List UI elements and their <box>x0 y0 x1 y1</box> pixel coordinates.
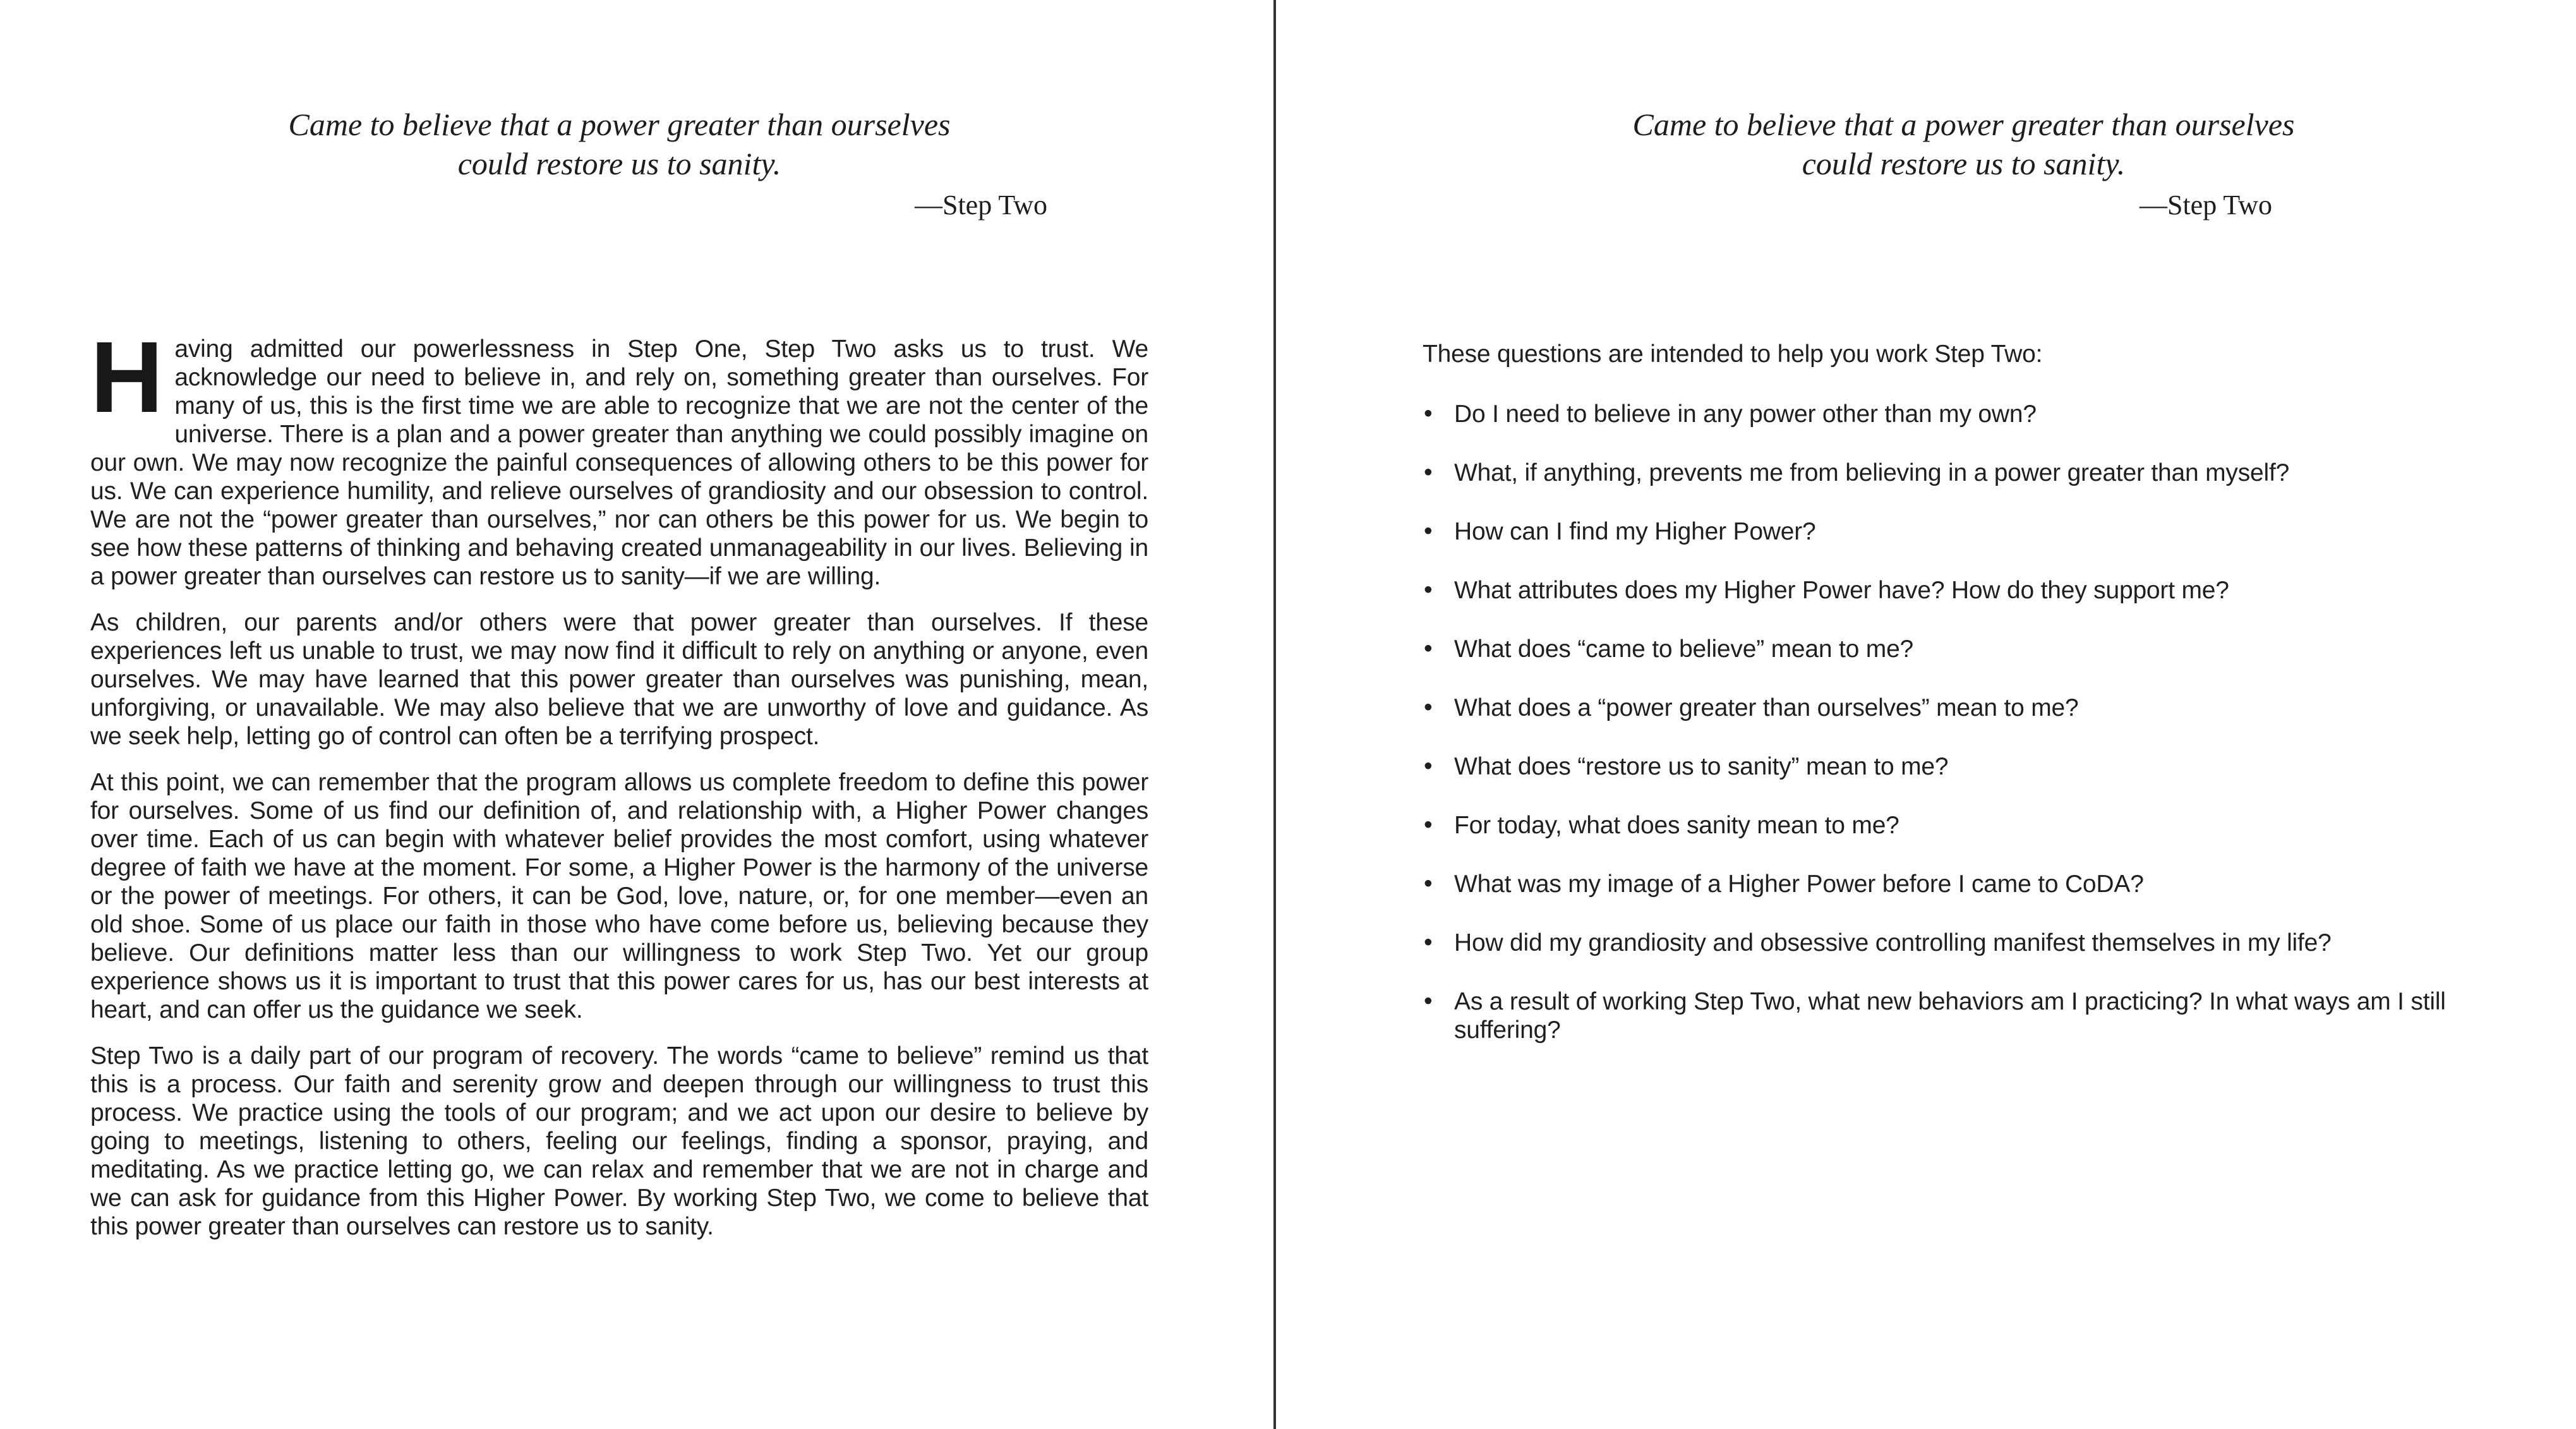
question-item-2 <box>1423 459 2505 487</box>
bullet-icon: • <box>1424 400 1433 427</box>
bullet-icon: • <box>1424 811 1433 838</box>
question-text: What attributes does my Higher Power have? How do they support me? <box>1454 577 2229 604</box>
question-item-3 <box>1423 517 2505 546</box>
bullet-icon: • <box>1424 459 1433 486</box>
questions-section <box>1423 340 2505 1075</box>
question-text: What was my image of a Higher Power before I came to CoDA? <box>1454 871 2144 898</box>
page-left <box>0 0 1273 1429</box>
question-item-7 <box>1423 752 2505 781</box>
question-item-1 <box>1423 400 2505 428</box>
bullet-icon: • <box>1424 694 1433 721</box>
question-text: As a result of working Step Two, what new behaviors am I practicing? In what ways am I still suffering? <box>1454 988 2446 1044</box>
epigraph-attribution: —Step Two <box>2139 190 2272 220</box>
page-right <box>1275 0 2576 1429</box>
epigraph-quote-line-1: Came to believe that a power greater than ourselves <box>1632 107 2295 142</box>
bullet-icon: • <box>1424 870 1433 897</box>
question-text: What does “came to believe” mean to me? <box>1454 636 1914 663</box>
question-item-5 <box>1423 635 2505 663</box>
question-text: What, if anything, prevents me from believing in a power greater than myself? <box>1454 459 2290 486</box>
epigraph-attribution: —Step Two <box>914 190 1047 220</box>
essay-paragraph-2: As children, our parents and/or others were that power greater than ourselves. If these experiences left us unable to trust, we may now find it difficult to rely on anything or anyone, even ourselves. We may have learned that this power greater than ourselves was punishing, mean, unforgiving, or unavailable. We may also believe that we are unworthy of love and guidance. As we seek help, letting go of control can often be a terrifying prospect. <box>90 609 1148 750</box>
dropcap-letter: H <box>90 320 164 433</box>
question-text: How can I find my Higher Power? <box>1454 518 1816 545</box>
questions-intro: These questions are intended to help you work Step Two: <box>1423 341 2043 368</box>
bullet-icon: • <box>1424 987 1433 1015</box>
epigraph-quote-line-2: could restore us to sanity. <box>457 146 781 181</box>
essay-paragraph-1-text: aving admitted our powerlessness in Step One, Step Two asks us to trust. We acknowledge our need to believe in, and rely on, something greater than ourselves. For many of us, this is the first time we are able to recognize that we are not the center of the universe. There is a plan and a power greater than anything we could possibly imagine on our own. We may now recognize the painful consequences of allowing others to be this power for us. We can experience humility, and relieve ourselves of grandiosity and our obsession to control. We are not the “power greater than ourselves,” nor can others be this power for us. We begin to see how these patterns of thinking and behaving created unmanageability in our lives. Believing in a power greater than ourselves can restore us to sanity—if we are willing. <box>90 335 1148 590</box>
epigraph-right <box>1423 105 2505 222</box>
essay-paragraph-4: Step Two is a daily part of our program of recovery. The words “came to believe” remind us that this is a process. Our faith and serenity grow and deepen through our willingness to trust this process. We practice using the tools of our program; and we act upon our desire to believe by going to meetings, listening to others, feeling our feelings, finding a sponsor, praying, and meditating. As we practice letting go, we can relax and remember that we are not in charge and we can ask for guidance from this Higher Power. By working Step Two, we come to believe that this power greater than ourselves can restore us to sanity. <box>90 1042 1148 1240</box>
essay-paragraph-3: At this point, we can remember that the program allows us complete freedom to define this power for ourselves. Some of us find our definition of, and relationship with, a Higher Power changes over time. Each of us can begin with whatever belief provides the most comfort, using whatever degree of faith we have at the moment. For some, a Higher Power is the harmony of the universe or the power of meetings. For others, it can be God, love, nature, or, for one member—even an old shoe. Some of us place our faith in those who have come before us, believing because they believe. Our definitions matter less than our willingness to work Step Two. Yet our group experience shows us it is important to trust that this power cares for us, has our best interests at heart, and can offer us the guidance we seek. <box>90 769 1148 1023</box>
bullet-icon: • <box>1424 635 1433 662</box>
essay-paragraph-1 <box>90 320 1148 591</box>
bullet-icon: • <box>1424 576 1433 603</box>
question-item-6 <box>1423 694 2505 722</box>
step-two-essay <box>90 320 1148 1258</box>
epigraph-quote-line-2: could restore us to sanity. <box>1802 146 2126 181</box>
question-item-8 <box>1423 811 2505 840</box>
question-item-4 <box>1423 576 2505 605</box>
question-item-11 <box>1423 987 2505 1044</box>
question-text: What does a “power greater than ourselves” mean to me? <box>1454 694 2079 721</box>
question-text: How did my grandiosity and obsessive controlling manifest themselves in my life? <box>1454 929 2332 956</box>
bullet-icon: • <box>1424 752 1433 780</box>
question-text: Do I need to believe in any power other than my own? <box>1454 401 2037 428</box>
question-item-9 <box>1423 870 2505 898</box>
epigraph-left <box>90 105 1148 222</box>
question-text: For today, what does sanity mean to me? <box>1454 812 1899 839</box>
question-item-10 <box>1423 929 2505 957</box>
question-text: What does “restore us to sanity” mean to me? <box>1454 753 1949 780</box>
questions-list <box>1423 400 2505 1044</box>
epigraph-quote-line-1: Came to believe that a power greater than ourselves <box>288 107 951 142</box>
bullet-icon: • <box>1424 517 1433 545</box>
bullet-icon: • <box>1424 929 1433 956</box>
